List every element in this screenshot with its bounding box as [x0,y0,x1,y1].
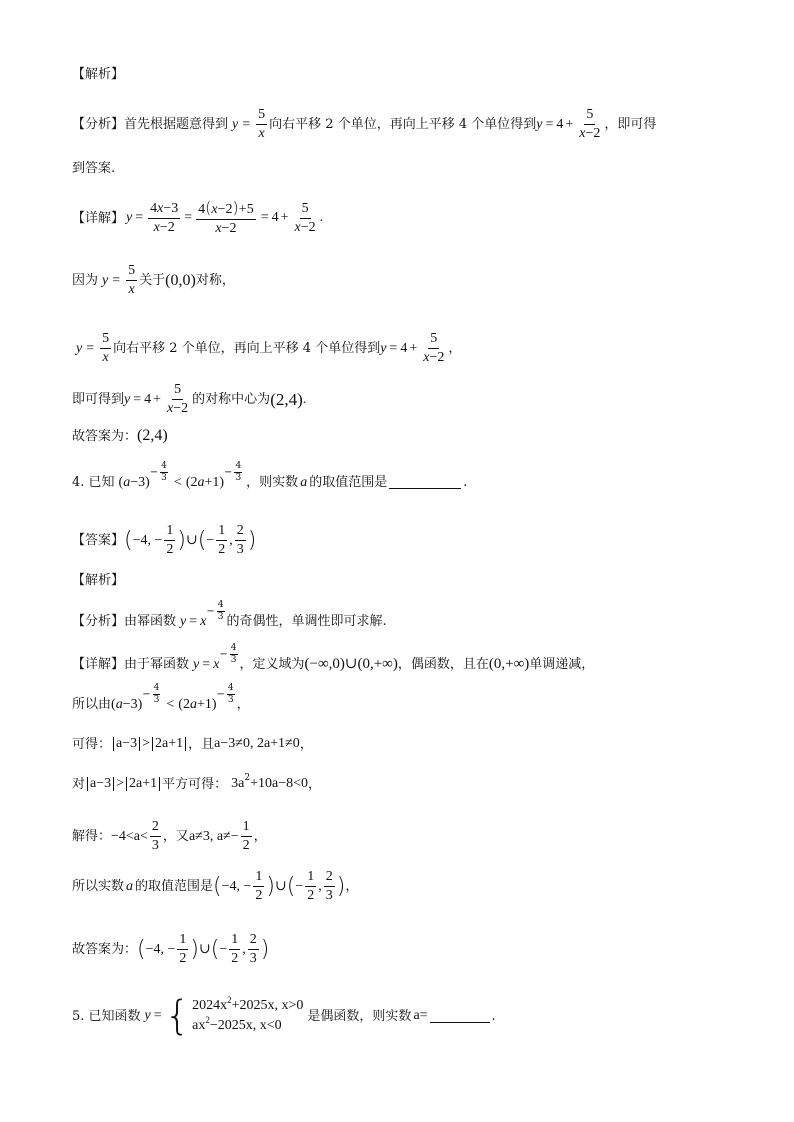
q3-translate-line: y = $\frac{5}{x}$ 向右平移 2 个单位，再向上平移 4 个单位得到 y = 4 + $\frac{5}{x-2}$ ， [76,331,462,365]
fraction-5-over-x-minus-2: $\frac{5}{x-2}$ [579,107,601,141]
q4-fenxi-line: 【分析】 由幂函数 y = x − $\frac{4}{3}$ 的奇偶性，单调性即可求解. [72,600,387,629]
q4-answer-line: 【答案】 ( −4, − $\frac{1}{2}$ ) ∪ ( − $\frac{1}{2}$ , $\frac{2}{3}$ ) [72,523,257,557]
q4-square-line: 对 a−3 > 2a+1 平方可得： 3a 2 +10a−8<0 ， [72,772,322,792]
fenxi-heading: 【分析】 [72,117,125,132]
answer-blank-q5[interactable] [430,1010,490,1023]
q3-final-answer: 故答案为： (2,4) [72,427,168,444]
q3-fenxi-line: 【分析】 首先根据题意得到 y = $\frac{5}{x}$ 向右平移 2 个单位，再向上平移 4 个单位得到 y = 4 + $\frac{5}{x-2}$ ，即可得 [72,107,657,141]
fraction-5-over-x: $\frac{5}{x}$ [258,107,266,141]
q4-analysis-heading: 【解析】 [72,573,125,588]
question-4: 4. 已知 (a−3) − $\frac{4}{3}$ < (2a+1) − $\frac{4}{3}$ ，则实数 a 的取值范围是 . [72,461,468,490]
q4-detail-line: 【详解】 由于幂函数 y = x − $\frac{4}{3}$ ，定义域为 (−∞,0)∪(0,+∞) ，偶函数，且在 (0,+∞) 单调递减， [72,643,595,672]
q3-because-line: 因为 y = $\frac{5}{x}$ 关于 (0,0) 对称， [72,263,235,297]
piecewise-function: { 2024x2+2025x, x>0 ax2−2025x, x<0 [164,993,304,1039]
answer-blank[interactable] [389,476,461,489]
question-5: 5. 已知函数 y = { 2024x2+2025x, x>0 ax2−2025x, x<0 是偶函数，则实数 a= . [72,993,496,1039]
analysis-heading: 【解析】 [72,67,125,82]
q3-center-line: 即可得到 y = 4 + $\frac{5}{x-2}$ 的对称中心为 (2,4) . [72,382,307,416]
q3-fenxi-cont: 到答案. [72,161,116,176]
answer-heading: 【答案】 [72,533,125,548]
q4-solve-line: 解得： −4<a< $\frac{2}{3}$ ，又 a≠3, a≠− $\frac{1}{2}$ ， [72,819,267,853]
q4-suoyi-line: 所以由 (a−3) − $\frac{4}{3}$ < (2a+1) − $\frac{4}{3}$ ， [72,683,250,712]
detail-heading: 【详解】 [72,210,125,226]
q3-detail-line: 【详解】 y = $\frac{4x-3}{x-2}$ = $\frac{4(x-2)+5}{x-2}$ = 4 + $\frac{5}{x-2}$ . [72,198,324,236]
q4-range-line: 所以实数 a 的取值范围是 ( −4, − $\frac{1}{2}$ ) ∪ ( − $\frac{1}{2}$ , $\frac{2}{3}$ ) ， [72,869,359,903]
q4-kede-line: 可得： a−3 > 2a+1 ，且 a−3≠0, 2a+1≠0 ， [72,736,313,752]
q4-final-answer: 故答案为： ( −4, − $\frac{1}{2}$ ) ∪ ( − $\frac{1}{2}$ , $\frac{2}{3}$ ) [72,932,270,966]
